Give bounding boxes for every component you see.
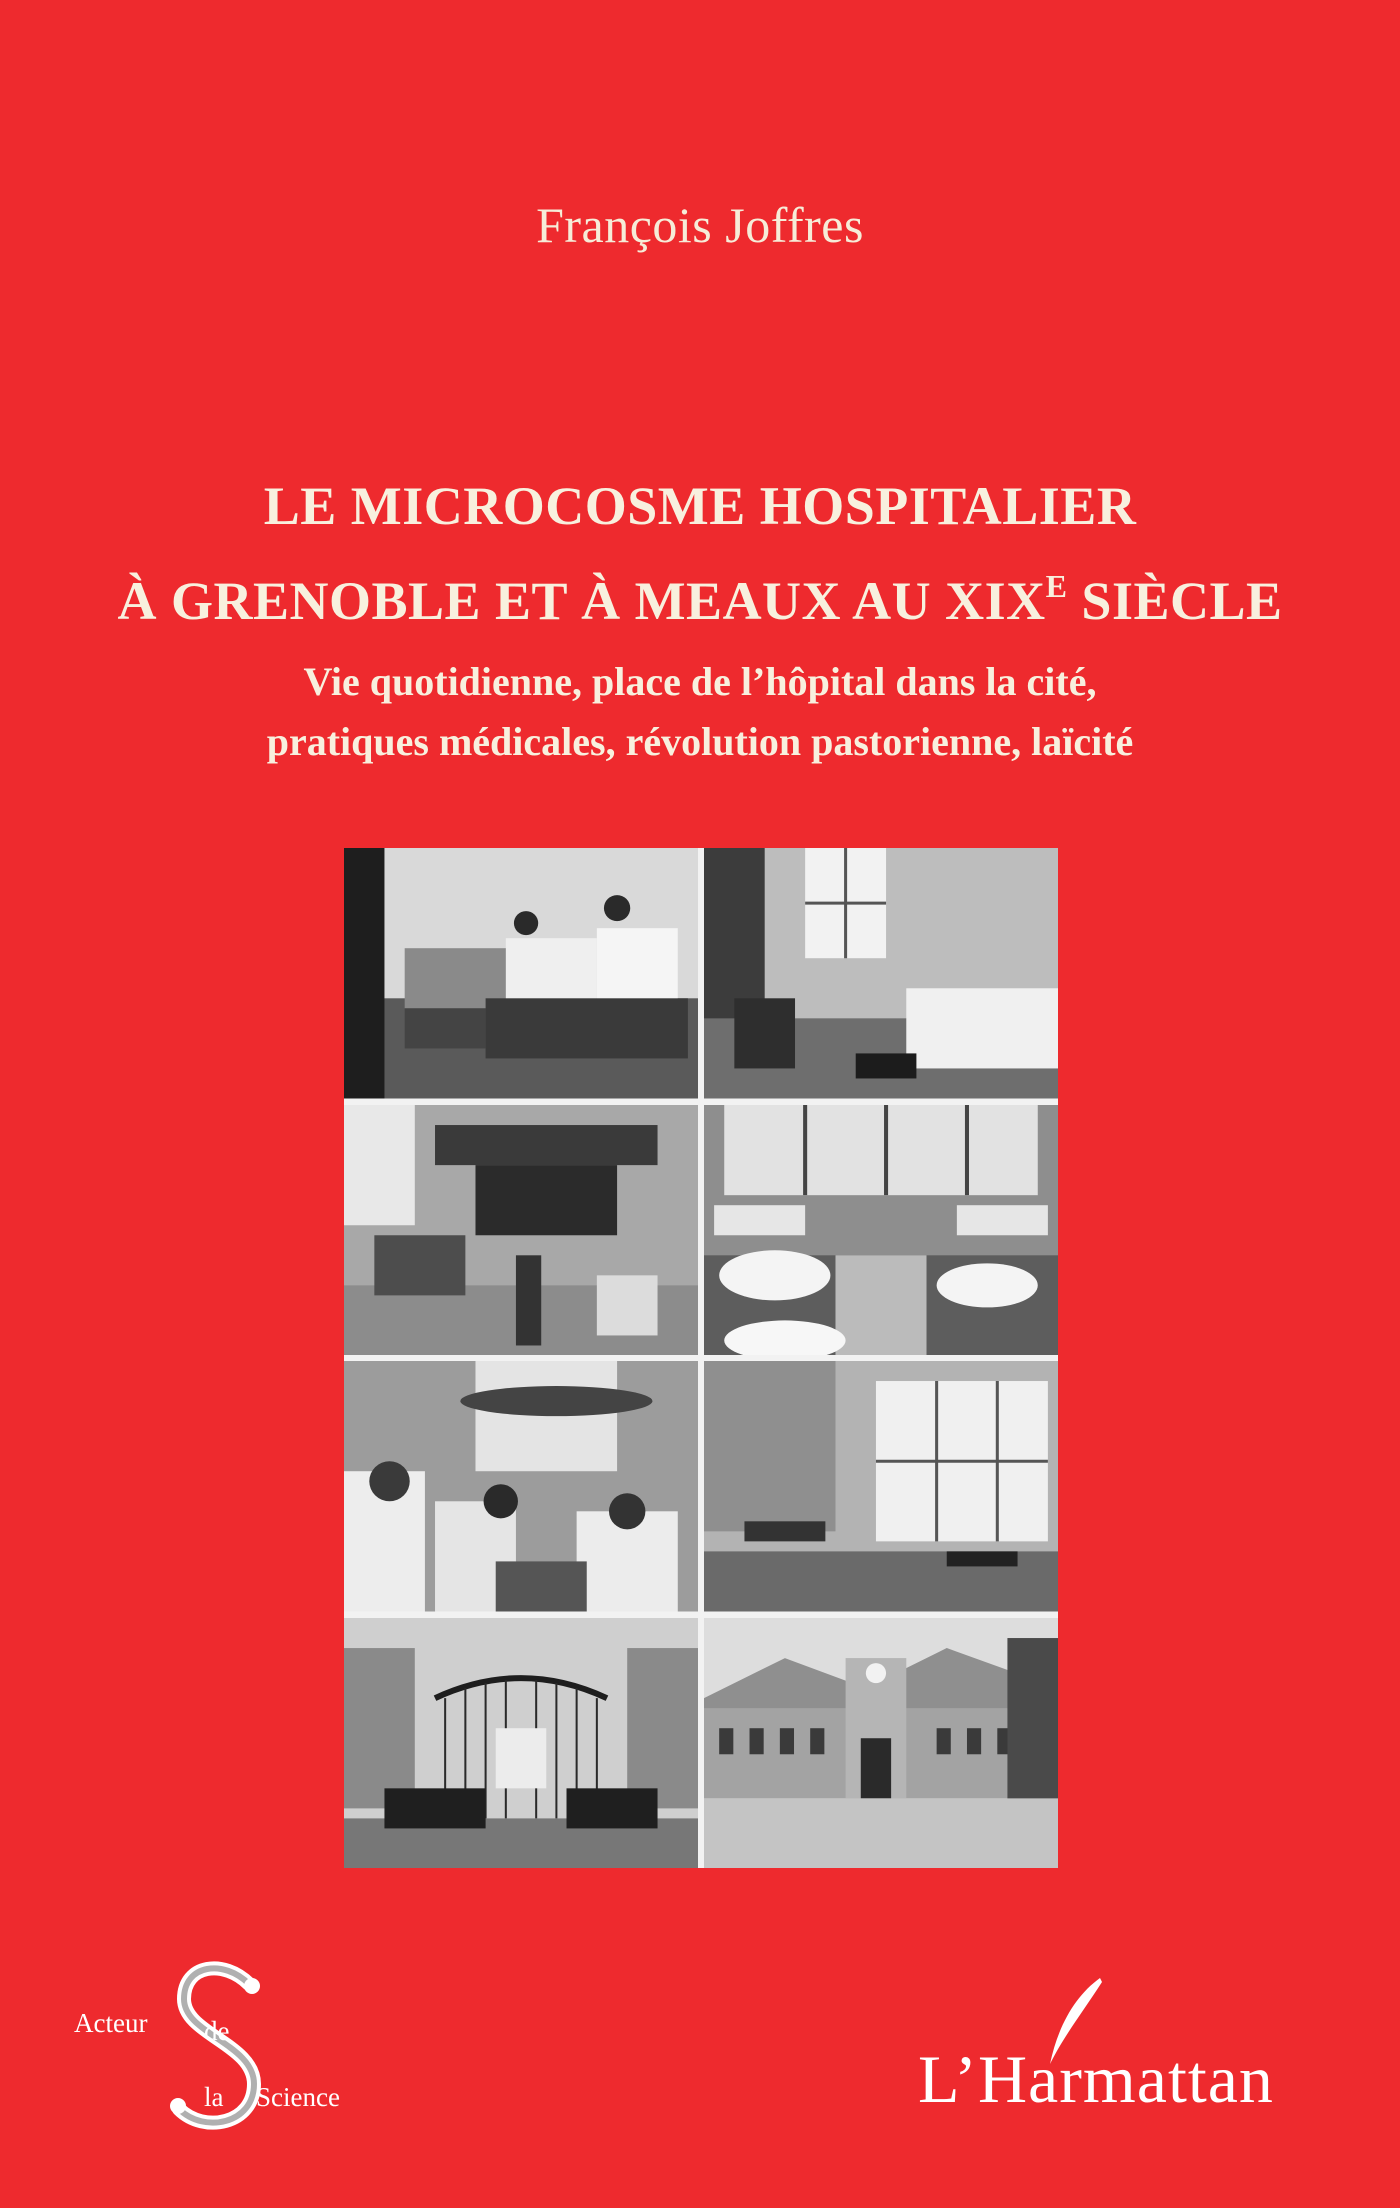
subtitle-line-2: pratiques médicales, révolution pastorienne, laïcité [266,719,1134,764]
subtitle-line-1: Vie quotidienne, place de l’hôpital dans la cité, [303,659,1097,704]
photo-collage [344,848,1058,1868]
series-word-acteur: Acteur [74,2008,148,2038]
hospital-room-photo [704,848,1058,1099]
book-title [0,466,1400,641]
series-word-de: de [204,2016,230,2046]
title-superscript: E [1045,568,1068,604]
series-word-science: Science [256,2082,340,2112]
book-subtitle [0,652,1400,772]
title-line-2 [0,546,1400,641]
hospital-gate-photo [344,1618,698,1869]
surgeons-photo [344,1361,698,1612]
bath-room-photo [704,1105,1058,1356]
title-line-2-text: À GRENOBLE ET À MEAUX AU XIX [117,571,1046,631]
sterilization-room-photo [344,1105,698,1356]
publisher-logo: L’Harmattan [918,2041,1274,2117]
series-word-la: la [204,2082,224,2112]
title-line-2-end: SIÈCLE [1067,571,1283,631]
ornamental-s-icon [164,1954,274,2144]
author-name: François Joffres [536,197,864,253]
hospital-building-photo [704,1618,1058,1869]
operating-room-photo [704,1361,1058,1612]
hospital-ward-photo [344,848,698,1099]
title-line-1: LE MICROCOSME HOSPITALIER [263,476,1137,536]
series-logo [64,1954,384,2144]
